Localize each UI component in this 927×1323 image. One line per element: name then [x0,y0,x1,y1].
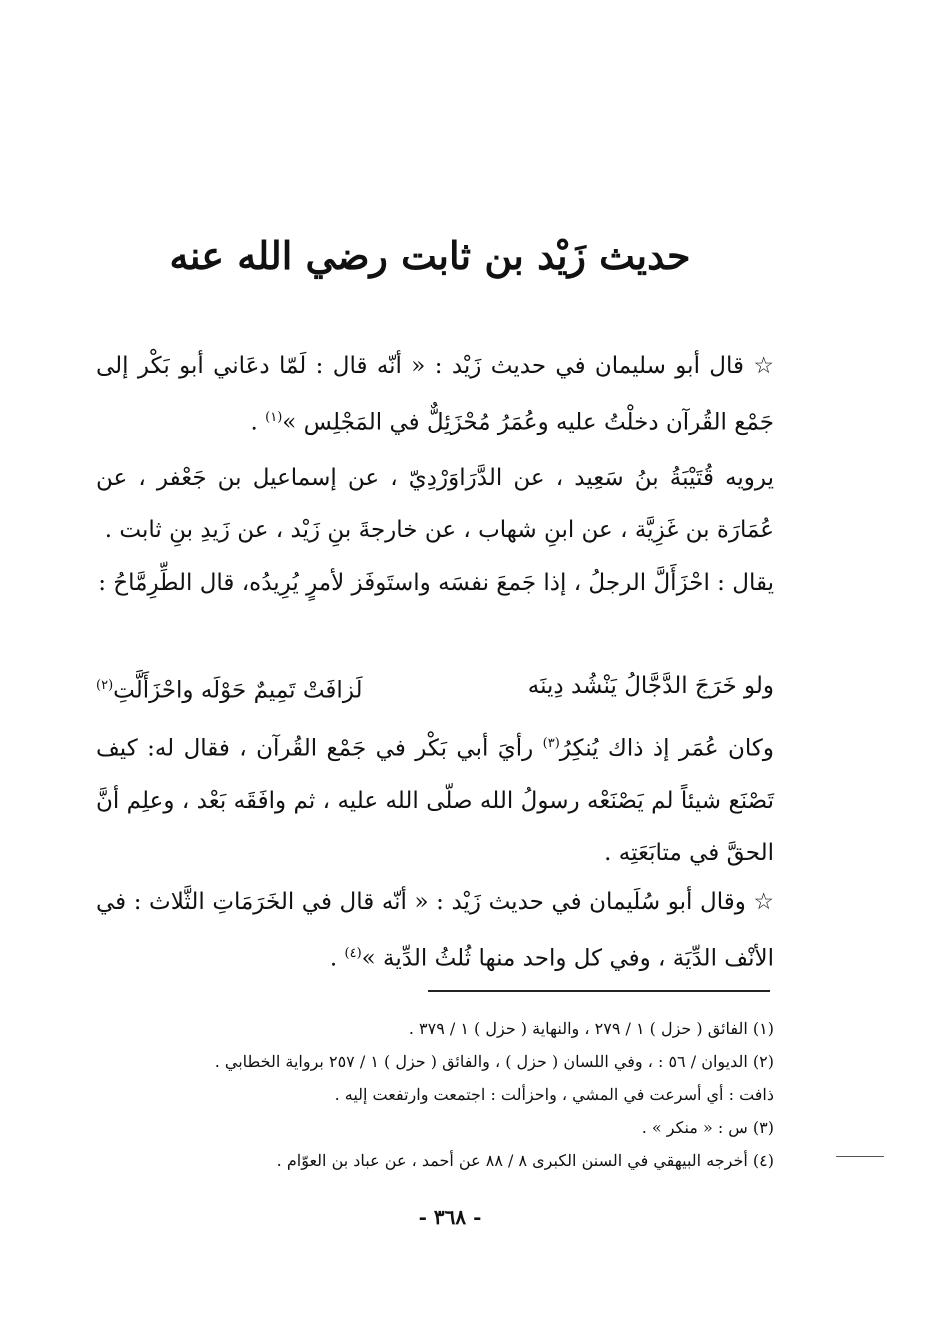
paragraph-3: يقال : احْزَأَلَّ الرجلُ ، إذا جَمعَ نفسَه واستَوفَز لأمرٍ يُرِيدُه، قال الطِّرِمَّاحُ : [98,570,774,596]
paragraph-1 [96,340,774,449]
paragraph-1-text: ☆ قال أبو سليمان في حديث زَيْد : « أنّه قال : لَمّا دعَاني أبو بَكْر إلى جَمْع القُرآن دخلْتُ عليه وعُمَرُ مُحْزَئِلٌّ في المَجْلِس » [96,353,774,436]
footnote-ref-1[interactable]: (١) [265,410,283,425]
paragraph-4-text-b: رأيَ أبي بَكْر في جَمْع القُرآن ، فقال له: كيف تَصْنَع شيئاً لم يَصْنَعْه رسولُ الله صلّى الله عليه ، ثم وافَقَه بَعْد ، وعلِم أنَّ الحقَّ في متابَعَتِه . [96,735,774,866]
footnote-1: (١) الفائق ( حزل ) ١ / ٢٧٩ ، والنهاية ( حزل ) ١ / ٣٧٩ . [408,1019,774,1038]
footnote-ref-2[interactable]: (٢) [96,678,114,693]
poetry-verse [96,660,774,717]
footnote-3: (٣) س : « منكر » . [641,1118,774,1137]
verse-second-text: لَزافَتْ تَمِيمٌ حَوْلَه واحْزَأَلَّتِ [113,677,363,704]
chapter-title: حديث زَيْد بن ثابت رضي الله عنه [169,233,691,278]
footnotes [96,1012,774,1177]
paragraph-5 [96,876,774,985]
paragraph-5-text: ☆ وقال أبو سُلَيمان في حديث زَيْد : « أنّه قال في الخَرَمَاتِ الثَّلاث : في الأنْف الدِّيَة ، وفي كل واحد منها ثُلثُ الدِّية » [96,889,774,972]
page-number: - ٣٦٨ - [418,1205,482,1229]
footnote-4: (٤) أخرجه البيهقي في السنن الكبرى ٨ / ٨٨ عن أحمد ، عن عباد بن العوّام . [276,1151,774,1170]
margin-mark [836,1156,884,1157]
verse-second-hemistich [96,660,363,717]
footnote-2: (٢) الديوان / ٥٦ : ، وفي اللسان ( حزل ) ، والفائق ( حزل ) ١ / ٢٥٧ برواية الخطابي . [214,1052,774,1071]
verse-first-hemistich: ولو خَرَجَ الدَّجَّالُ يَنْشُد دِينَه [527,673,774,699]
paragraph-4-text-a: وكان عُمَر إذ ذاك يُنكِرُ [559,735,774,762]
paragraph-5-end: . [329,945,345,972]
footnote-ref-4[interactable]: (٤) [344,946,362,961]
paragraph-1-end: . [250,409,266,436]
footnote-separator [428,990,770,992]
paragraph-4 [96,718,774,879]
footnote-2-continuation: ذافت : أي أسرعت في المشي ، واحزألت : اجتمعت وارتفعت إليه . [334,1085,774,1104]
footnote-ref-3[interactable]: (٣) [542,736,560,751]
paragraph-2: يرويه قُتَيْبَةُ بنُ سَعِيد ، عن الدَّرَاوَرْدِيّ ، عن إسماعيل بن جَعْفر ، عن عُمَارَة بن غَزِيَّة ، عن ابنِ شهاب ، عن خارجةَ بنِ زَيْد ، عن زَيدِ بنِ ثابت . [96,465,774,543]
